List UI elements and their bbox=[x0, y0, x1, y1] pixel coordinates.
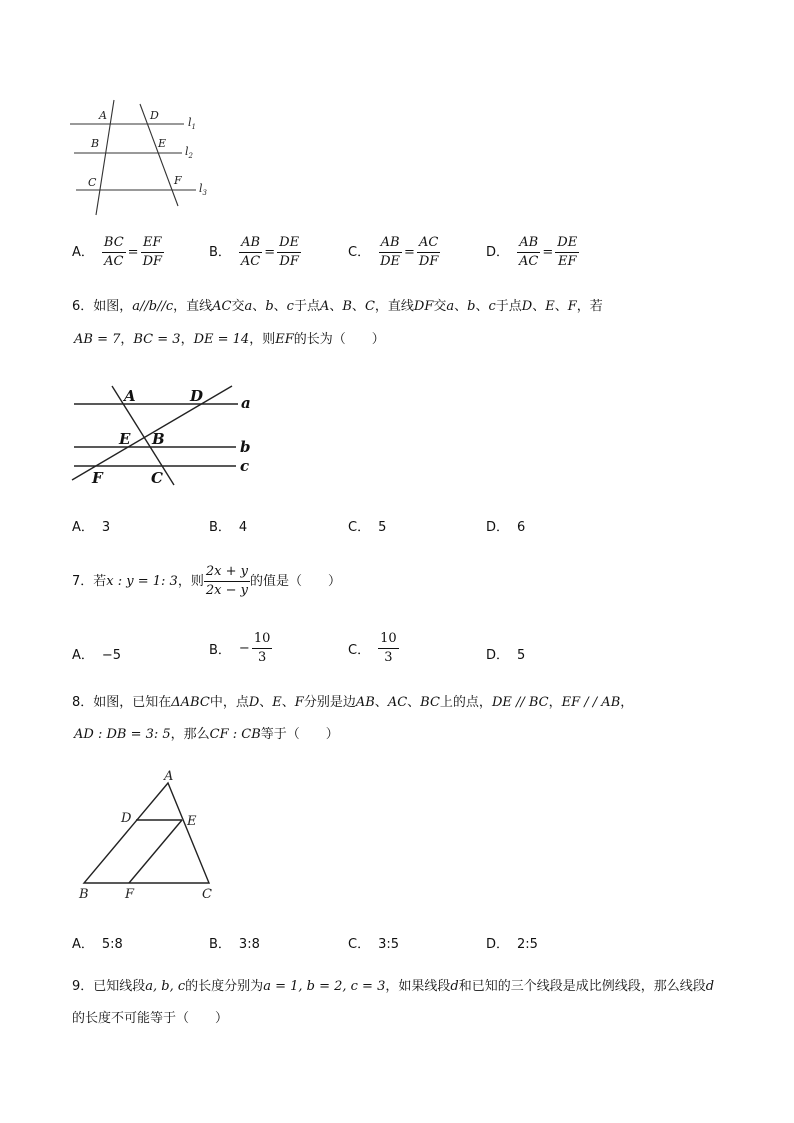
stem-text: 、 bbox=[532, 299, 546, 314]
math-expr: AB bbox=[355, 695, 375, 710]
equals-sign: = bbox=[127, 245, 139, 261]
frac-den: DF bbox=[279, 253, 299, 269]
frac-num: AB bbox=[517, 236, 540, 253]
label-A: A bbox=[124, 387, 136, 405]
stem-text: 的长度分别为 bbox=[185, 979, 264, 994]
frac-den: EF bbox=[557, 253, 577, 269]
option-mark: A． bbox=[72, 937, 94, 952]
q6-figure bbox=[66, 380, 266, 490]
math-expr: E bbox=[545, 299, 555, 314]
option-value: 5:8 bbox=[101, 937, 123, 952]
q8-option-d bbox=[486, 933, 538, 952]
stem-text: 上的点， bbox=[439, 695, 492, 710]
math-expr: D bbox=[521, 299, 533, 314]
stem-text: 、 bbox=[407, 695, 421, 710]
option-mark: C． bbox=[348, 643, 371, 659]
q7-option-b bbox=[209, 632, 272, 666]
stem-text: 的长为（ ） bbox=[293, 332, 385, 347]
label-c: c bbox=[240, 457, 250, 475]
frac-num: 2x + y bbox=[204, 565, 250, 582]
fraction bbox=[204, 565, 250, 599]
label-F: F bbox=[174, 174, 182, 187]
stem-text: ，直线 bbox=[374, 299, 414, 314]
stem-text: 交 bbox=[231, 299, 245, 314]
stem-text: ，则 bbox=[249, 332, 276, 347]
option-mark: B． bbox=[209, 520, 231, 535]
math-expr: b bbox=[265, 299, 274, 314]
math-expr: A bbox=[319, 299, 330, 314]
math-expr: DE // BC bbox=[491, 695, 549, 710]
label-F: F bbox=[125, 887, 135, 902]
frac-den: DE bbox=[380, 253, 400, 269]
option-mark: C． bbox=[348, 520, 371, 535]
stem-text: 中，点 bbox=[209, 695, 249, 710]
option-value: 2:5 bbox=[517, 937, 538, 952]
question-number: 8．如图，已知在 bbox=[72, 695, 172, 710]
frac-num: AB bbox=[379, 236, 402, 253]
math-expr: EF bbox=[275, 332, 294, 347]
question-number: 7．若 bbox=[72, 574, 107, 590]
equals-sign: = bbox=[404, 245, 415, 261]
option-mark: C． bbox=[348, 937, 371, 952]
q8-figure bbox=[72, 766, 222, 906]
equals-sign: = bbox=[264, 245, 276, 261]
label-l1: $l_1$ bbox=[188, 116, 196, 131]
math-expr: AC bbox=[387, 695, 408, 710]
stem-text: 、 bbox=[374, 695, 388, 710]
q5-option-b bbox=[209, 236, 301, 270]
stem-text: 于点 bbox=[495, 299, 522, 314]
frac-den: 2x − y bbox=[205, 582, 248, 598]
math-expr: C bbox=[364, 299, 375, 314]
label-D: D bbox=[190, 387, 204, 405]
q8-option-c bbox=[348, 933, 399, 952]
label-E: E bbox=[119, 430, 131, 448]
math-expr: DF bbox=[413, 299, 434, 314]
option-mark: A． bbox=[72, 520, 94, 535]
stem-text: ，若 bbox=[576, 299, 603, 314]
triangle-abc bbox=[84, 783, 209, 883]
label-E: E bbox=[187, 814, 197, 829]
question-number: 6．如图， bbox=[72, 299, 133, 314]
stem-text: 、 bbox=[454, 299, 468, 314]
stem-text: ，那么 bbox=[170, 727, 210, 742]
option-value: 3 bbox=[101, 520, 111, 535]
stem-text: 、 bbox=[281, 695, 295, 710]
option-value: 6 bbox=[517, 520, 526, 535]
label-B: B bbox=[91, 137, 100, 150]
q8-stem-line2 bbox=[74, 728, 339, 741]
q9-stem-line2 bbox=[72, 1012, 228, 1025]
math-expr: D bbox=[248, 695, 260, 710]
math-expr: DE = 14 bbox=[193, 332, 250, 347]
option-value: 5 bbox=[517, 648, 526, 663]
q5-option-d bbox=[486, 236, 579, 270]
q6-option-d bbox=[486, 516, 525, 535]
q5-figure bbox=[66, 96, 216, 221]
frac-den: AC bbox=[240, 253, 261, 269]
math-expr: AC bbox=[212, 299, 232, 314]
q6-option-a bbox=[72, 516, 110, 535]
stem-text: 、 bbox=[259, 695, 273, 710]
math-expr: F bbox=[567, 299, 577, 314]
label-a: a bbox=[241, 394, 251, 412]
label-C: C bbox=[151, 469, 163, 487]
stem-text: 的长度不可能等于（ ） bbox=[72, 1011, 229, 1026]
label-B: B bbox=[79, 887, 89, 902]
frac-num: DE bbox=[277, 236, 301, 253]
frac-den: 3 bbox=[384, 649, 393, 665]
option-value: −5 bbox=[101, 648, 122, 663]
option-value: 5 bbox=[378, 520, 387, 535]
label-D: D bbox=[121, 811, 132, 826]
stem-text: 、 bbox=[252, 299, 266, 314]
label-l3: $l_3$ bbox=[199, 182, 207, 197]
label-b: b bbox=[240, 438, 251, 456]
stem-text: 、 bbox=[351, 299, 365, 314]
option-mark: A． bbox=[72, 648, 94, 663]
stem-text: 于点 bbox=[293, 299, 320, 314]
option-mark: C． bbox=[348, 245, 371, 261]
frac-num: DE bbox=[555, 236, 579, 253]
stem-text: ，则 bbox=[177, 574, 204, 590]
math-expr: a bbox=[244, 299, 253, 314]
q6-option-b bbox=[209, 516, 247, 535]
equals-sign: = bbox=[542, 245, 554, 261]
label-A: A bbox=[99, 109, 107, 122]
frac-num: AC bbox=[417, 236, 440, 253]
q6-stem-line2 bbox=[74, 333, 385, 346]
label-D: D bbox=[150, 109, 159, 122]
q7-option-c bbox=[348, 632, 399, 666]
math-expr: AD : DB = 3: 5 bbox=[74, 727, 171, 742]
option-value: 4 bbox=[238, 520, 248, 535]
math-expr: a, b, c bbox=[145, 979, 186, 994]
q5-option-c bbox=[348, 236, 440, 270]
math-expr: CF : CB bbox=[209, 727, 261, 742]
option-mark: A． bbox=[72, 245, 94, 261]
stem-text: 等于（ ） bbox=[260, 727, 339, 742]
line-def bbox=[140, 104, 178, 206]
q9-stem-line1 bbox=[72, 980, 714, 993]
math-expr: B bbox=[342, 299, 352, 314]
stem-text: 、 bbox=[554, 299, 568, 314]
stem-text: 的值是（ ） bbox=[249, 574, 341, 590]
option-mark: D． bbox=[486, 648, 510, 663]
q6-option-c bbox=[348, 516, 386, 535]
math-expr: a//b//c bbox=[132, 299, 174, 314]
math-expr: EF / / AB bbox=[561, 695, 621, 710]
option-value: 3:5 bbox=[378, 937, 399, 952]
frac-den: DF bbox=[418, 253, 439, 269]
stem-text: ，如果线段 bbox=[385, 979, 451, 994]
frac-den: AC bbox=[519, 253, 539, 269]
option-mark: D． bbox=[486, 937, 510, 952]
label-C: C bbox=[88, 176, 97, 189]
frac-den: DF bbox=[142, 253, 163, 269]
option-mark: D． bbox=[486, 245, 510, 261]
math-expr: BC bbox=[420, 695, 440, 710]
frac-num: BC bbox=[102, 236, 126, 253]
stem-text: ， bbox=[120, 332, 134, 347]
segment-ef bbox=[129, 820, 182, 883]
option-mark: B． bbox=[209, 245, 231, 261]
label-F: F bbox=[92, 469, 103, 487]
math-expr: d bbox=[705, 979, 715, 994]
frac-num: AB bbox=[239, 236, 262, 253]
math-expr: BC = 3 bbox=[133, 332, 181, 347]
stem-text: 分别是边 bbox=[303, 695, 356, 710]
option-mark: D． bbox=[486, 520, 510, 535]
label-C: C bbox=[202, 887, 212, 902]
frac-num: 10 bbox=[252, 632, 273, 649]
q5-option-a bbox=[72, 236, 164, 270]
math-expr: x : y = 1: 3 bbox=[106, 574, 178, 590]
option-value: 3:8 bbox=[238, 937, 260, 952]
stem-text: ，直线 bbox=[173, 299, 213, 314]
stem-text: 、 bbox=[329, 299, 343, 314]
question-number: 9．已知线段 bbox=[72, 979, 146, 994]
stem-text: 、 bbox=[475, 299, 489, 314]
q8-stem-line1 bbox=[72, 696, 633, 709]
stem-text: ， bbox=[548, 695, 562, 710]
math-expr: d bbox=[450, 979, 459, 994]
stem-text: ， bbox=[620, 695, 634, 710]
stem-text: 交 bbox=[433, 299, 447, 314]
label-A: A bbox=[164, 769, 174, 784]
math-expr: c bbox=[286, 299, 294, 314]
frac-num: EF bbox=[141, 236, 164, 253]
math-expr: F bbox=[294, 695, 304, 710]
label-B: B bbox=[152, 430, 165, 448]
math-expr: AB = 7 bbox=[74, 332, 121, 347]
q6-stem-line1 bbox=[72, 300, 603, 313]
math-expr: b bbox=[467, 299, 476, 314]
math-expr: E bbox=[272, 695, 282, 710]
q7-stem bbox=[72, 565, 341, 599]
label-E: E bbox=[158, 137, 167, 150]
stem-text: 、 bbox=[273, 299, 287, 314]
q8-option-a bbox=[72, 933, 123, 952]
frac-den: 3 bbox=[257, 649, 267, 665]
q7-option-a bbox=[72, 644, 121, 663]
minus-sign: − bbox=[238, 641, 250, 657]
stem-text: ， bbox=[180, 332, 194, 347]
stem-text: 和已知的三个线段是成比例线段，那么线段 bbox=[458, 979, 706, 994]
math-expr: a = 1, b = 2, c = 3 bbox=[263, 979, 386, 994]
frac-num: 10 bbox=[378, 632, 399, 649]
q8-option-b bbox=[209, 933, 260, 952]
option-mark: B． bbox=[209, 643, 231, 659]
frac-den: AC bbox=[104, 253, 124, 269]
option-mark: B． bbox=[209, 937, 231, 952]
math-expr: ΔABC bbox=[171, 695, 210, 710]
q7-option-d bbox=[486, 644, 525, 663]
math-expr: c bbox=[488, 299, 496, 314]
label-l2: $l_2$ bbox=[185, 145, 193, 160]
math-expr: a bbox=[446, 299, 455, 314]
